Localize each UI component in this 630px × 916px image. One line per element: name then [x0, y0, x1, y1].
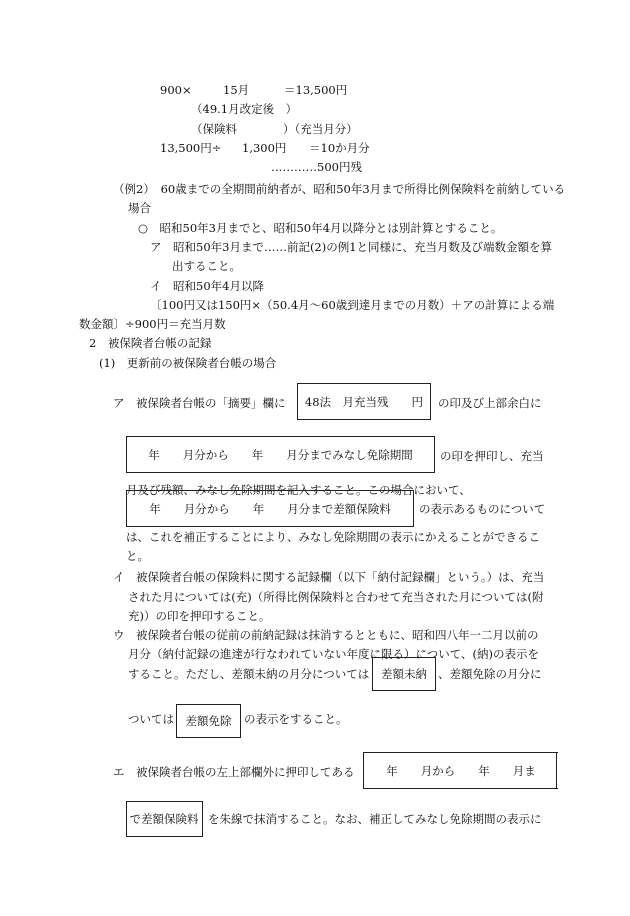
- example2-line1: （例2） 60歳までの全期間前納者が、昭和50年3月まで所得比例保険料を前納している: [113, 182, 566, 196]
- stamp-difference-unpaid: [372, 657, 436, 691]
- calc-note-revision: （49.1月改定後 ）: [191, 102, 298, 116]
- stamp-period-edge: [556, 752, 557, 789]
- stamp-deemed-exemption: [126, 436, 435, 473]
- item-u-line2: 月分（納付記録の進達が行なわれていない年度に限る）について、(納)の表示を: [128, 647, 540, 661]
- calc-divisor: 1,300円: [242, 141, 287, 155]
- stamp-allocation-remainder-text: 48法 月充当残 円: [304, 394, 424, 409]
- item-e-line2-post: を朱線で抹消すること。なお、補正してみなし免除期間の表示に: [208, 812, 542, 826]
- stamp-allocation-remainder: [297, 383, 431, 420]
- calc-months: 15月: [223, 83, 250, 97]
- item-i-line2: された月については(充)（所得比例保険料と合わせて充当された月については(附: [128, 590, 544, 604]
- stamp-difference-exempt-text: 差額免除: [185, 714, 232, 728]
- item-a-line5: は、これを補正することにより、みなし免除期間の表示にかえることができるこ: [126, 530, 540, 544]
- stamp-period-part1-text: 年 月から 年 月ま: [386, 763, 536, 778]
- stamp-period-part1: [363, 752, 558, 789]
- item-i-line1: イ 被保険者台帳の保険料に関する記録欄（以下「納付記録欄」という。）は、充当: [113, 570, 545, 584]
- subsection-heading: (1) 更新前の被保険者台帳の場合: [99, 356, 277, 370]
- example2-formula-line1: 〔100円又は150円×（50.4月～60歳到達月までの月数）＋アの計算による端: [150, 298, 555, 312]
- item-e-line1: エ 被保険者台帳の左上部欄外に押印してある: [113, 765, 355, 779]
- calc-note-allocated: ）（充当月分）: [283, 122, 358, 136]
- example2-item-a-line1: ア 昭和50年3月まで……前記(2)の例1と同様に、充当月数及び端数金額を算: [150, 240, 553, 254]
- item-a-line4-post: の表示あるものについて: [419, 502, 546, 516]
- item-a-line3: 月及び残額、みなし免除期間を記入すること。この場合において、: [126, 483, 471, 497]
- stamp-difference-exempt: [176, 704, 241, 738]
- section-heading: 2 被保険者台帳の記録: [89, 336, 212, 350]
- stamp-deemed-exemption-text: 年 月分から 年 月分までみなし免除期間: [148, 447, 413, 462]
- example2-circle-item: ○ 昭和50年3月までと、昭和50年4月以降分とは別計算とすること。: [138, 221, 503, 235]
- stamp-difference-premium: [126, 490, 414, 527]
- item-a-line1-post: の印及び上部余白に: [438, 396, 542, 410]
- calc-multiplier: 900×: [160, 83, 192, 97]
- stamp-period-part2-text: で差額保険料: [129, 812, 199, 826]
- example2-item-a-line2: 出すること。: [172, 259, 241, 273]
- calc-division-amount: 13,500円÷: [160, 141, 222, 155]
- calc-note-premium: （保険料: [191, 122, 237, 136]
- calc-division-result: ＝10か月分: [309, 141, 370, 155]
- item-u-line3-post: 、差額免除の月分に: [438, 667, 542, 681]
- item-u-line4-pre: ついては: [128, 712, 174, 726]
- calc-remainder: …………500円残: [271, 160, 362, 174]
- calc-result: ＝13,500円: [284, 83, 348, 97]
- stamp-period-part2: [126, 801, 203, 837]
- item-u-line3: すること。ただし、差額未納の月分については: [128, 667, 370, 681]
- stamp-difference-unpaid-text: 差額未納: [381, 667, 427, 681]
- stamp-difference-premium-text: 年 月分から 年 月分まで差額保険料: [149, 501, 391, 516]
- example2-formula-line2: 数金額〕÷900円＝充当月数: [79, 317, 226, 331]
- example2-item-i: イ 昭和50年4月以降: [150, 279, 264, 293]
- item-u-line1: ウ 被保険者台帳の従前の前納記録は抹消するとともに、昭和四八年一二月以前の: [113, 628, 539, 642]
- item-u-line4-post: の表示をすること。: [244, 712, 348, 726]
- stamp-period-part2-edge: [126, 801, 127, 837]
- item-a-line6: と。: [126, 549, 149, 563]
- example2-line2: 場合: [128, 201, 151, 215]
- item-a-line1-pre: ア 被保険者台帳の「摘要」欄に: [113, 396, 286, 410]
- item-i-line3: 充)）の印を押印すること。: [128, 609, 271, 623]
- item-a-line2-post: の印を押印し、充当: [440, 449, 544, 463]
